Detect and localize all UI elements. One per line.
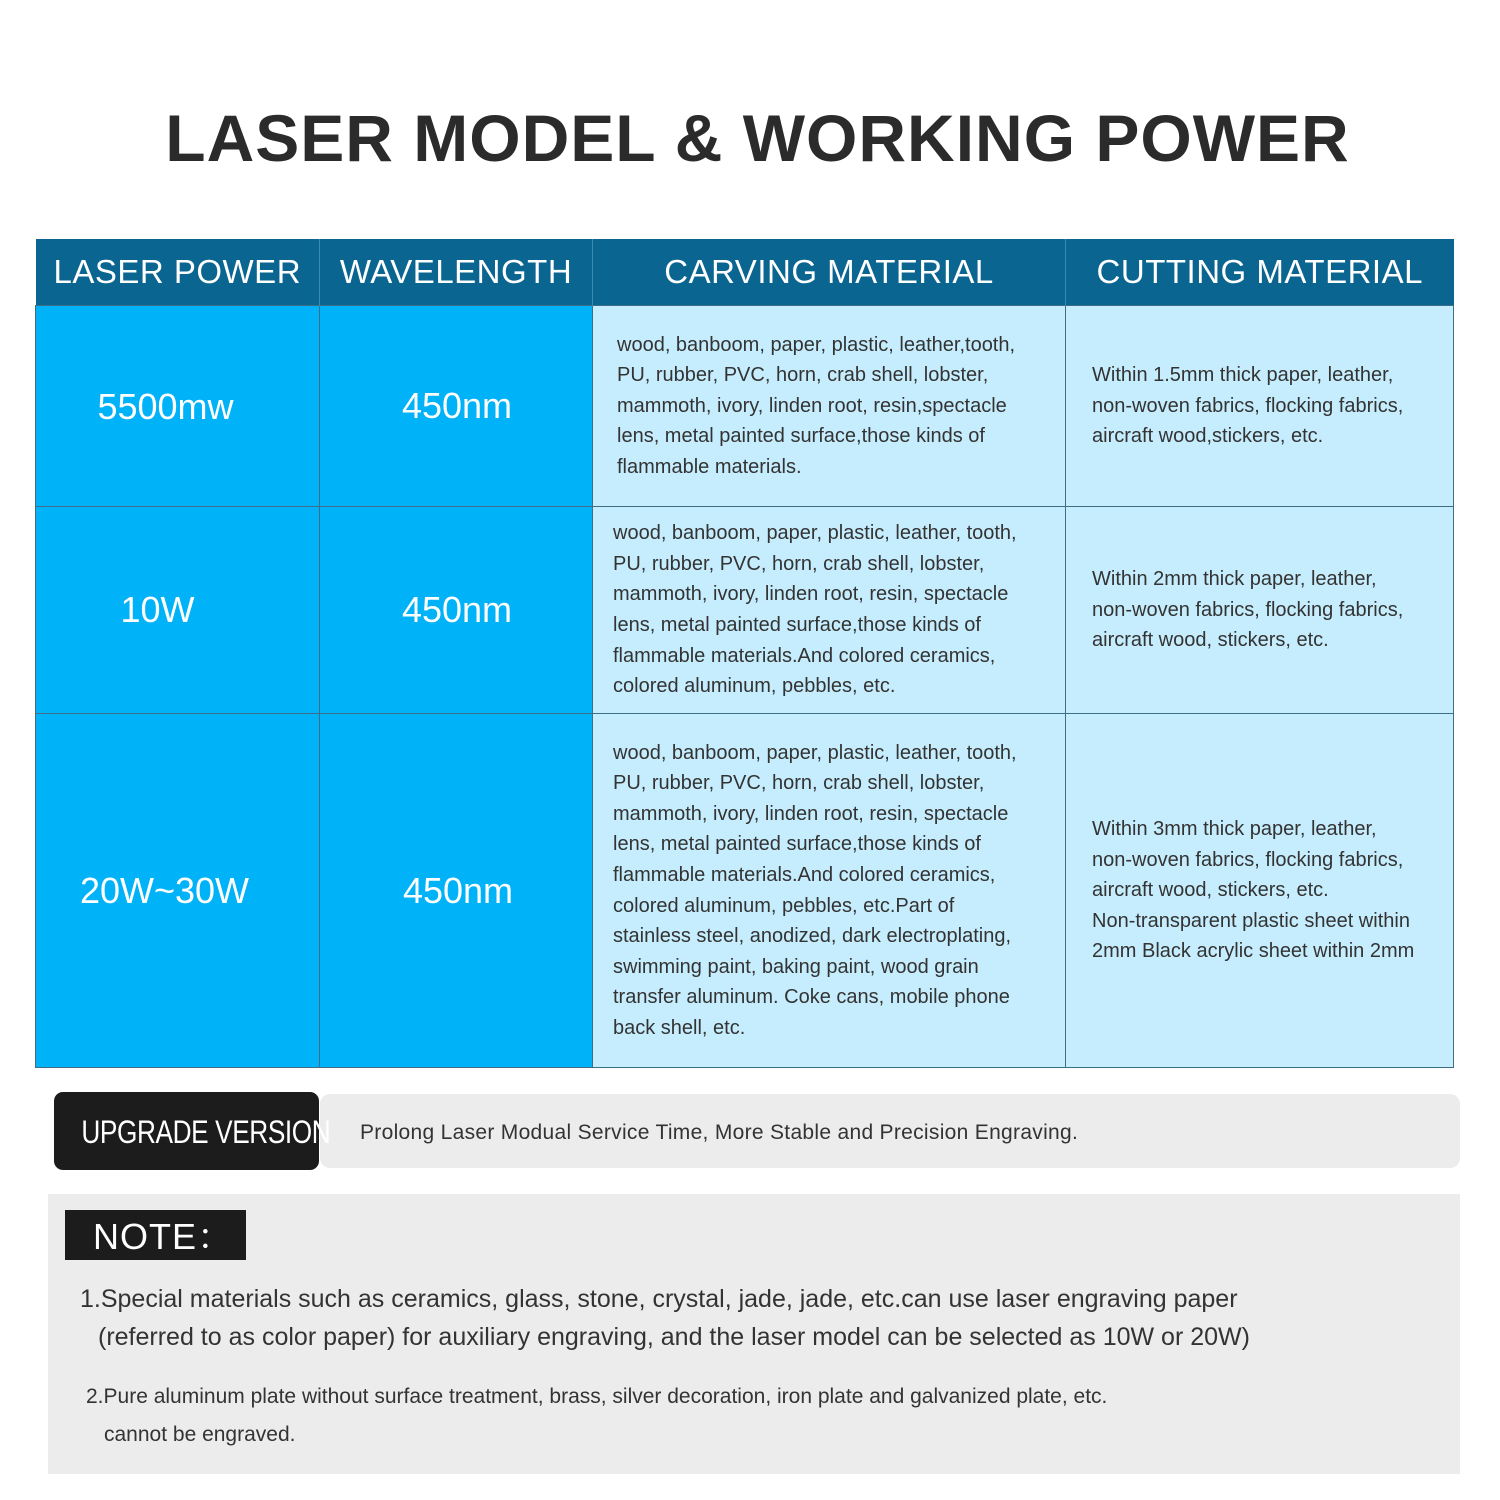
carving-line: flammable materials.And colored ceramics, [613,863,996,886]
wavelength-cell: 450nm [320,306,593,507]
laser-power-cell: 5500mw [36,306,320,507]
carving-line: lens, metal painted surface,those kinds of [613,614,981,636]
header-laser-power: LASER POWER [36,239,320,306]
cutting-line: Within 3mm thick paper, leather, [1092,818,1377,841]
note-line: cannot be engraved. [104,1423,296,1446]
carving-line: swimming paint, baking paint, wood grain [613,955,979,978]
cutting-line: aircraft wood, stickers, etc. [1092,879,1329,902]
cutting-material-cell [1066,507,1454,714]
upgrade-description: Prolong Laser Modual Service Time, More Stable and Precision Engraving. [360,1121,1079,1144]
carving-line: colored aluminum, pebbles, etc.Part of [613,894,955,917]
carving-material-cell [593,714,1066,1068]
carving-line: back shell, etc. [613,1016,746,1039]
cutting-material-cell [1066,714,1454,1068]
carving-material-cell [593,507,1066,714]
carving-line: lens, metal painted surface,those kinds of [613,833,981,856]
carving-line: stainless steel, anodized, dark electroplating, [613,925,1012,948]
upgrade-version-badge [54,1092,331,1170]
cutting-line: non-woven fabrics, flocking fabrics, [1092,598,1404,621]
laser-power-cell: 10W [36,507,320,714]
cutting-line: aircraft wood,stickers, etc. [1092,425,1324,448]
carving-line: flammable materials. [617,455,802,478]
carving-line: lens, metal painted surface,those kinds of [617,425,985,448]
carving-line: PU, rubber, PVC, horn, crab shell, lobster, [613,772,985,795]
carving-line: wood, banboom, paper, plastic, leather, tooth, [613,522,1017,545]
table-header-row [36,239,1454,306]
carving-line: mammoth, ivory, linden root, resin, spectacle [613,583,1009,606]
note-item [86,1378,1386,1454]
cutting-line: non-woven fabrics, flocking fabrics, [1092,848,1404,871]
carving-line: flammable materials.And colored ceramics, [613,644,996,667]
cutting-line: aircraft wood, stickers, etc. [1092,629,1329,652]
page-title: LASER MODEL & WORKING POWER [165,101,1350,175]
cutting-line: Non-transparent plastic sheet within [1092,909,1410,932]
header-wavelength: WAVELENGTH [320,239,593,306]
laser-power-cell: 20W~30W [36,714,320,1068]
carving-line: transfer aluminum. Coke cans, mobile phone [613,986,1010,1009]
wavelength-cell: 450nm [320,507,593,714]
cutting-line: 2mm Black acrylic sheet within 2mm [1092,940,1415,963]
carving-line: mammoth, ivory, linden root, resin, spectacle [613,802,1009,825]
table-row [36,714,1454,1068]
cutting-material-cell [1066,306,1454,507]
note-line: (referred to as color paper) for auxiliary engraving, and the laser model can be selected as 10W or 20W) [98,1323,1250,1351]
cutting-line: Within 1.5mm thick paper, leather, [1092,364,1394,387]
note-line: 1.Special materials such as ceramics, glass, stone, crystal, jade, jade, etc.can use laser engraving paper [80,1285,1238,1313]
table-row [36,306,1454,507]
carving-line: PU, rubber, PVC, horn, crab shell, lobster, [617,364,989,387]
note-label: NOTE： [65,1210,246,1260]
cutting-line: non-woven fabrics, flocking fabrics, [1092,394,1404,417]
cutting-line: Within 2mm thick paper, leather, [1092,568,1377,591]
note-item [80,1280,1380,1356]
carving-line: wood, banboom, paper, plastic, leather, tooth, [613,741,1017,764]
header-carving-material: CARVING MATERIAL [593,239,1066,306]
carving-material-cell [593,306,1066,507]
header-cutting-material: CUTTING MATERIAL [1066,239,1454,306]
carving-line: wood, banboom, paper, plastic, leather,tooth, [617,333,1016,356]
upgrade-badge-label: UPGRADE VERSION [81,1114,331,1150]
note-line: 2.Pure aluminum plate without surface treatment, brass, silver decoration, iron plate and galvanized plate, etc. [86,1385,1108,1408]
carving-line: mammoth, ivory, linden root, resin,spectacle [617,394,1007,417]
carving-line: colored aluminum, pebbles, etc. [613,675,896,698]
table-row [36,507,1454,714]
wavelength-cell: 450nm [320,714,593,1068]
carving-line: PU, rubber, PVC, horn, crab shell, lobster, [613,552,985,575]
laser-spec-table [35,239,1454,1068]
